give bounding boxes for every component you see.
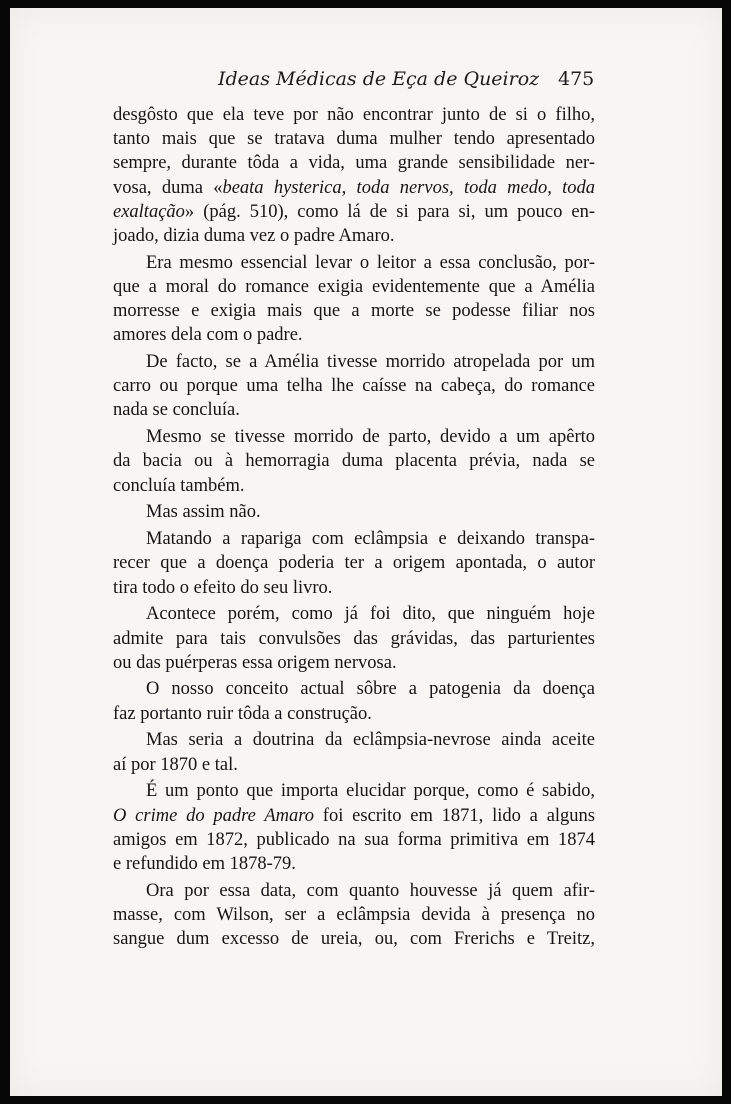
- text-line: amores dela com o padre.: [113, 325, 303, 346]
- text-line: da bacia ou à hemorragia duma placenta prévia, nada se: [113, 451, 595, 472]
- text-line: O nosso conceito actual sôbre a patogenia da doença: [146, 679, 595, 700]
- text-line: que a moral do romance exigia evidentemente que a Amélia: [113, 276, 595, 297]
- text-line: sempre, durante tôda a vida, uma grande sensibilidade ner-: [113, 153, 595, 174]
- text-line: Acontece porém, como já foi dito, que ninguém hoje: [146, 604, 595, 625]
- text-line: [113, 804, 595, 828]
- paragraph: [113, 779, 595, 876]
- paragraph: [113, 103, 595, 248]
- text-line: amigos em 1872, publicado na sua forma primitiva em 1874: [113, 829, 595, 850]
- paragraph: [113, 425, 595, 498]
- text-line: admite para tais convulsões das grávidas, das parturientes: [113, 628, 595, 649]
- text-line: masse, com Wilson, ser a eclâmpsia devida à presença no: [113, 904, 595, 925]
- text-line: Mas assim não.: [146, 502, 261, 523]
- text-line: Mas seria a doutrina da eclâmpsia-nevrose ainda aceite: [146, 730, 595, 751]
- paragraph: [113, 879, 595, 952]
- italic-segment: O crime do padre Amaro: [113, 805, 314, 826]
- text-line: De facto, se a Amélia tivesse morrido atropelada por um: [146, 352, 595, 373]
- paragraph: [113, 527, 595, 600]
- text-segment: » (pág. 510), como lá de si para si, um pouco en-: [184, 201, 595, 222]
- text-line: faz portanto ruir tôda a construção.: [113, 703, 372, 724]
- page-number: 475: [558, 68, 595, 90]
- paragraph: [113, 500, 595, 524]
- text-line: Matando a rapariga com eclâmpsia e deixando transpa-: [146, 529, 595, 550]
- text-line: nada se concluía.: [113, 400, 240, 421]
- italic-segment: beata hysterica, toda nervos, toda medo, toda: [222, 177, 595, 198]
- text-line: [113, 176, 595, 200]
- paragraph: [113, 251, 595, 348]
- text-line: ou das puérperas essa origem nervosa.: [113, 652, 397, 673]
- text-line: sangue dum excesso de ureia, ou, com Frerichs e Treitz,: [113, 929, 595, 950]
- text-line: [113, 200, 595, 224]
- text-segment: vosa, duma «: [113, 177, 223, 198]
- paragraph: [113, 677, 595, 725]
- text-line: Ora por essa data, com quanto houvesse já quem afir-: [146, 880, 595, 901]
- paragraph: [113, 350, 595, 423]
- text-line: concluía também.: [113, 475, 245, 496]
- text-line: desgôsto que ela teve por não encontrar junto de si o filho,: [113, 105, 595, 125]
- text-line: e refundido em 1878-79.: [113, 853, 296, 874]
- paragraph: [113, 602, 595, 675]
- text-line: morresse e exigia mais que a morte se podesse filiar nos: [113, 301, 595, 322]
- book-page: [10, 8, 722, 1096]
- running-head-title: Ideas Médicas de Eça de Queiroz: [218, 68, 540, 90]
- text-line: tira todo o efeito do seu livro.: [113, 577, 333, 598]
- body-text: [113, 103, 595, 951]
- italic-segment: exaltação: [113, 201, 185, 222]
- text-line: É um ponto que importa elucidar porque, como é sabido,: [146, 781, 595, 802]
- text-line: carro ou porque uma telha lhe caísse na cabeça, do romance: [113, 376, 595, 397]
- text-line: joado, dizia duma vez o padre Amaro.: [113, 225, 395, 246]
- text-line: recer que a doença poderia ter a origem apontada, o autor: [113, 553, 595, 574]
- running-head: [10, 64, 722, 98]
- text-line: Mesmo se tivesse morrido de parto, devido a um apêrto: [146, 427, 595, 448]
- text-segment: foi escrito em 1871, lido a alguns: [314, 805, 595, 826]
- text-line: Era mesmo essencial levar o leitor a essa conclusão, por-: [146, 252, 595, 273]
- text-line: aí por 1870 e tal.: [113, 754, 238, 775]
- text-line: tanto mais que se tratava duma mulher tendo apresentado: [113, 129, 595, 150]
- paragraph: [113, 728, 595, 776]
